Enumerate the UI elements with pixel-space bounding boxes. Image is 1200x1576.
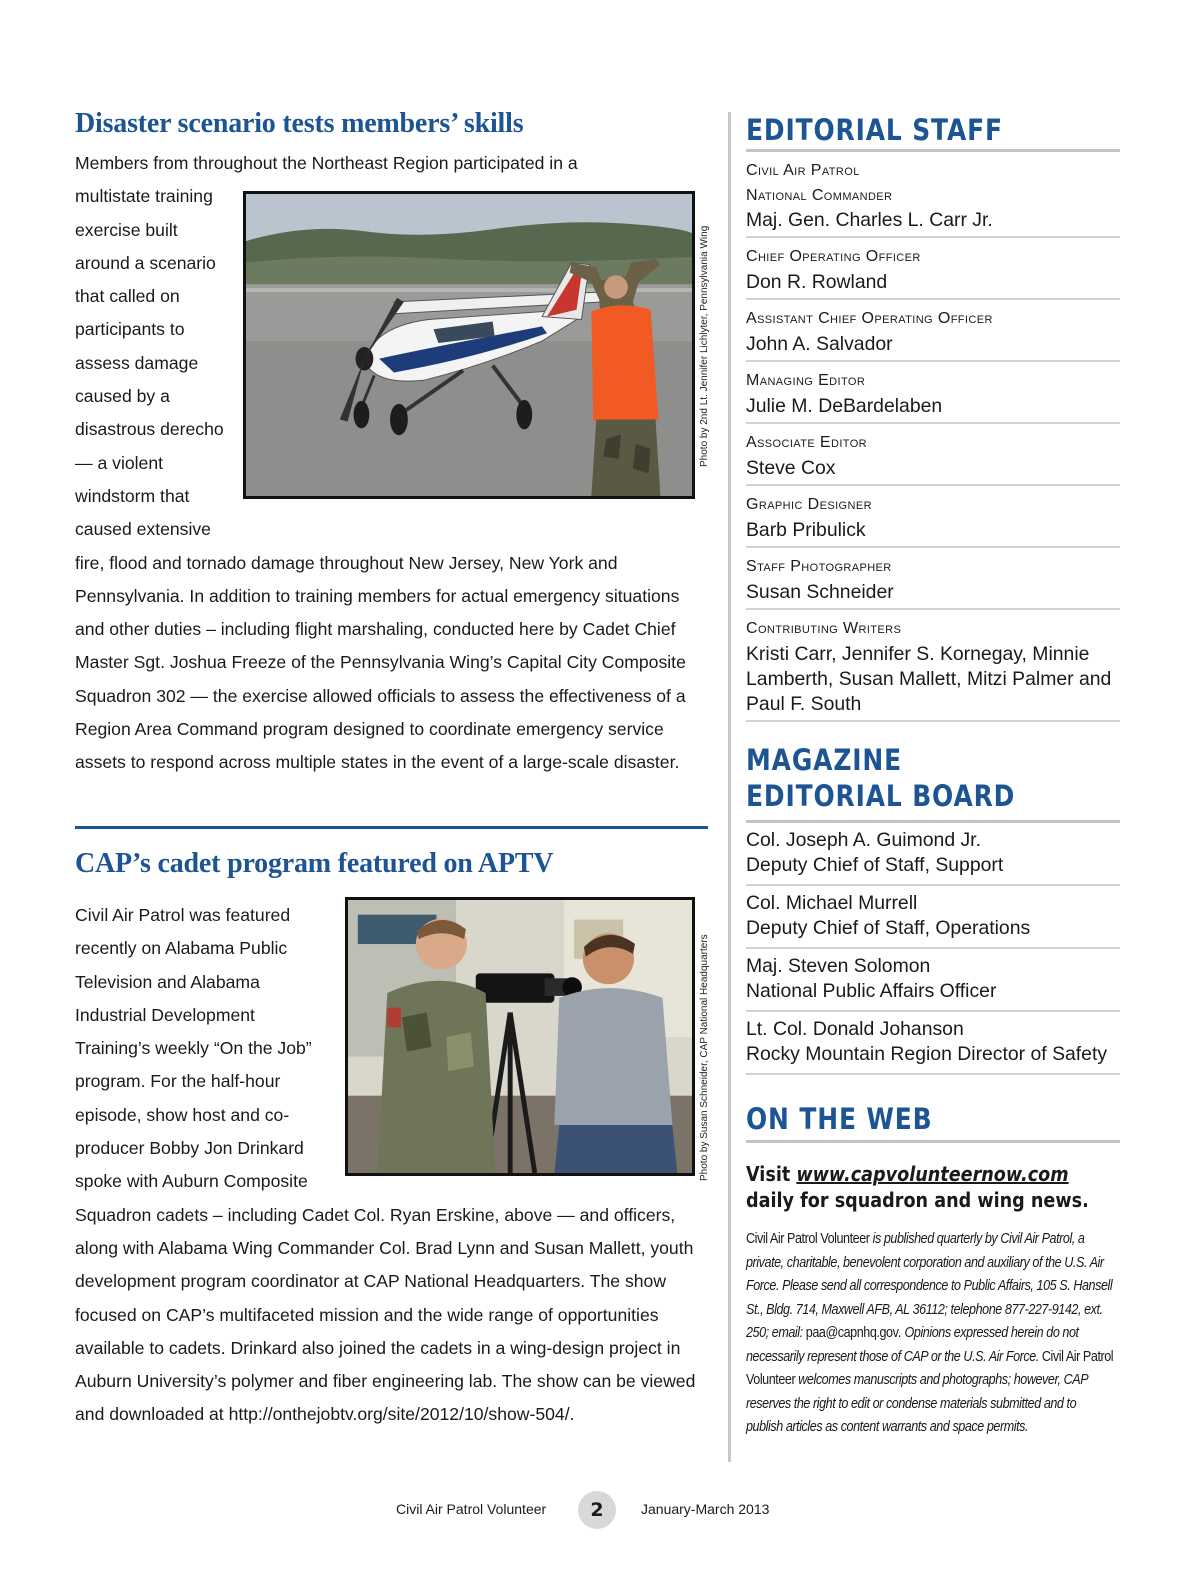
page-number: 2 — [578, 1491, 616, 1529]
page-footer — [0, 1490, 1200, 1530]
staff-entry — [746, 362, 1120, 422]
article2-headline: CAP’s cadet program featured on APTV — [75, 848, 554, 879]
web-visit-tail: daily for squadron and wing news. — [746, 1188, 1089, 1212]
staff-name: Julie M. DeBardelaben — [746, 395, 943, 417]
staff-entry — [746, 152, 1120, 236]
column-rule — [728, 112, 731, 1462]
web-visit-line — [746, 1161, 1120, 1213]
website-link[interactable]: www.capvolunteernow.com — [796, 1162, 1069, 1186]
board-member — [746, 823, 1120, 884]
board-member — [746, 1012, 1120, 1073]
editorial-staff-section — [746, 112, 1120, 722]
article1-intro: Members from throughout the Northeast Region participated in a — [75, 153, 578, 173]
contact-email-link[interactable]: paa@capnhq.gov — [805, 1325, 899, 1341]
masthead-text: welcomes manuscripts and photographs; however, CAP reserves the right to edit or condense materials submitted and to publish articles as content warrants and space permits. — [746, 1372, 1088, 1435]
board-member-name: Col. Michael Murrell — [746, 892, 918, 914]
heading-rule — [746, 1140, 1120, 1143]
staff-role: Graphic Designer — [746, 496, 872, 513]
on-the-web-section — [746, 1101, 1171, 1440]
masthead-statement — [746, 1228, 1116, 1440]
staff-role: Managing Editor — [746, 372, 866, 389]
footer-publication: Civil Air Patrol Volunteer — [396, 1501, 547, 1517]
on-the-web-heading: ON THE WEB — [746, 1102, 933, 1136]
staff-role: Staff Photographer — [746, 558, 892, 575]
staff-entry — [746, 424, 1120, 484]
staff-name: Maj. Gen. Charles L. Carr Jr. — [746, 209, 993, 231]
staff-role: Associate Editor — [746, 434, 868, 451]
cadet-interview-photo — [345, 897, 695, 1176]
board-member-name: Col. Joseph A. Guimond Jr. — [746, 829, 981, 851]
staff-name: John A. Salvador — [746, 333, 893, 355]
masthead-text: . Opinions expressed herein do not necessarily represent those of CAP or the U.S. Air Force. — [746, 1325, 1079, 1365]
editorial-board-section — [746, 742, 1120, 1075]
article1-headline: Disaster scenario tests members’ skills — [75, 108, 524, 139]
publication-name: Civil Air Patrol Volunteer — [746, 1231, 870, 1247]
board-member — [746, 949, 1120, 1010]
entry-rule — [746, 720, 1120, 722]
board-member-title: National Public Affairs Officer — [746, 980, 997, 1002]
photo2-credit: Photo by Susan Schneider, CAP National Headquarters — [699, 934, 710, 1181]
board-member-name: Maj. Steven Solomon — [746, 955, 931, 977]
airplane-marshaling-photo — [243, 191, 695, 499]
staff-role: Civil Air Patrol — [746, 162, 860, 179]
board-member-name: Lt. Col. Donald Johanson — [746, 1018, 964, 1040]
staff-name: Steve Cox — [746, 457, 836, 479]
editorial-board-heading-line1: MAGAZINE — [746, 743, 903, 777]
staff-entry — [746, 486, 1120, 546]
publication-name: Civil Air Patrol Volunteer — [746, 1348, 1114, 1388]
staff-entry — [746, 300, 1120, 360]
staff-name: Don R. Rowland — [746, 271, 888, 293]
staff-role: Contributing Writers — [746, 620, 902, 637]
editorial-board-heading-line2: EDITORIAL BOARD — [746, 779, 1016, 813]
staff-entry — [746, 548, 1120, 608]
web-visit-word: Visit — [746, 1162, 791, 1186]
staff-name: Susan Schneider — [746, 581, 894, 603]
staff-name: Kristi Carr, Jennifer S. Kornegay, Minnie Lamberth, Susan Mallett, Mitzi Palmer and Paul F. South — [746, 643, 1112, 715]
editorial-staff-heading: EDITORIAL STAFF — [746, 113, 1003, 147]
board-member-title: Deputy Chief of Staff, Support — [746, 854, 1004, 876]
board-member-title: Deputy Chief of Staff, Operations — [746, 917, 1031, 939]
article2-text: Civil Air Patrol was featured recently on Alabama Public Television and Alabama Industrial Development Training’s weekly “On the Job” program. For the half-hour episode, show host and co-producer Bobby Jon Drinkard spoke with Auburn Composite Squadron cadets – including Cadet Col. Ryan Erskine, above — and officers, along with Alabama Wing Commander Col. Brad Lynn and Susan Mallett, youth development program coordinator at CAP National Headquarters. The show focused on CAP’s multifaceted mission and the wide range of opportunities available to cadets. Drinkard also joined the cadets in a wing-design project in Auburn University’s polymer and fiber engineering lab. The show can be viewed and downloaded at http://onthejobtv.org/site/2012/10/show-504/. — [75, 905, 696, 1425]
staff-entry — [746, 610, 1120, 720]
masthead-text: is published quarterly by Civil Air Patrol, a private, charitable, benevolent corporation and auxiliary of the U.S. Air Force. Please send all correspondence to Public Affairs, 105 S. Hansell St., Bldg. 714, Maxwell AFB, AL 36112; telephone 877-227-9142, ext. 250; email: — [746, 1231, 1113, 1341]
article-divider — [75, 826, 708, 829]
board-member-title: Rocky Mountain Region Director of Safety — [746, 1043, 1108, 1065]
staff-role: National Commander — [746, 187, 893, 204]
staff-role: Assistant Chief Operating Officer — [746, 310, 993, 327]
photo1-credit: Photo by 2nd Lt. Jennifer Lichlyter, Pennsylvania Wing — [699, 225, 710, 467]
staff-entry — [746, 238, 1120, 298]
footer-issue: January-March 2013 — [641, 1501, 770, 1517]
staff-name: Barb Pribulick — [746, 519, 866, 541]
entry-rule — [746, 1073, 1120, 1075]
staff-role: Chief Operating Officer — [746, 248, 921, 265]
board-member — [746, 886, 1120, 947]
article1-text: multistate training exercise built around a scenario that called on participants to assess damage caused by a disastrous derecho — a violent windstorm that caused extensive fire, flood and tornado damage throughout New Jersey, New York and Pennsylvania. In addition to training members for actual emergency situations and other duties – including flight marshaling, conducted here by Cadet Chief Master Sgt. Joshua Freeze of the Pennsylvania Wing’s Capital City Composite Squadron 302 — the exercise allowed officials to assess the effectiveness of a Region Area Command program designed to coordinate emergency service assets to respond across multiple states in the event of a large-scale disaster. — [75, 186, 686, 773]
